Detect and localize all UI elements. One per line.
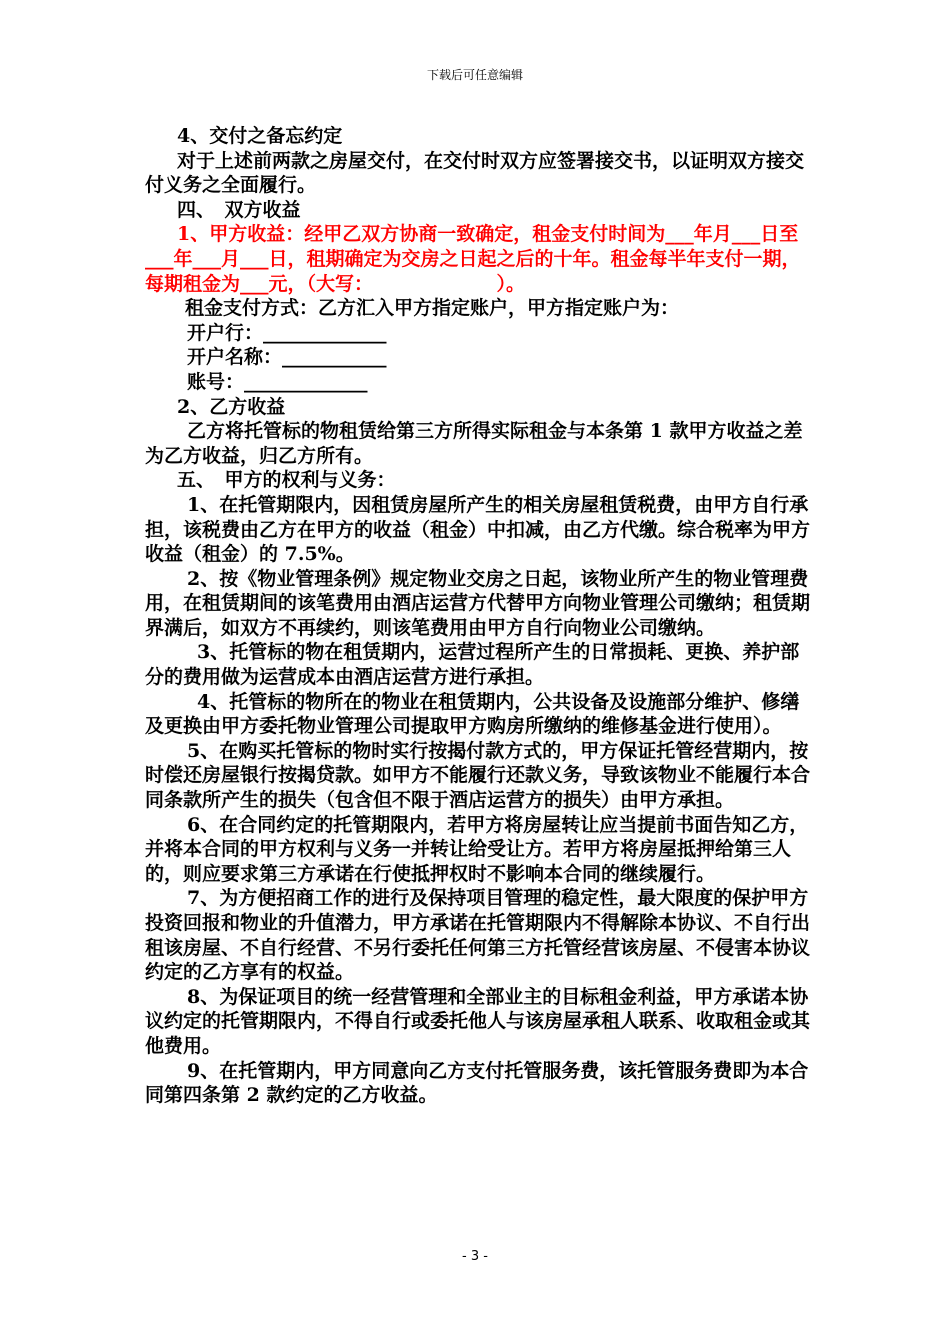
paragraph: 开户行：_____________ — [187, 321, 387, 344]
paragraph: 四、 双方收益 — [177, 198, 301, 221]
paragraph: 6、在合同约定的托管期限内，若甲方将房屋转让应当提前书面告知乙方，并将本合同的甲方权利与义务一并转让给受让方。若甲方将房屋抵押给第三人的，则应要求第三方承诺在行使抵押权时不影响本合同的继续履行。 — [145, 813, 809, 885]
paragraph: 5、在购买托管标的物时实行按揭付款方式的，甲方保证托管经营期内，按时偿还房屋银行按揭贷款。如甲方不能履行还款义务，导致该物业不能履行本合同条款所产生的损失（包含但不限于酒店运营方的损失）由甲方承担。 — [145, 739, 811, 812]
paragraph: 五、 甲方的权利与义务： — [177, 469, 396, 492]
paragraph: 2、乙方收益 — [177, 395, 286, 418]
paragraph: 2、按《物业管理条例》规定物业交房之日起，该物业所产生的物业管理费用，在租赁期间的该笔费用由酒店运营方代替甲方向物业管理公司缴纳；租赁期界满后，如双方不再续约，则该笔费用由甲方自行向物业公司缴纳。 — [145, 567, 811, 639]
page-header: 下载后可任意编辑 — [426, 68, 523, 82]
paragraph: 3、托管标的物在租赁期内，运营过程所产生的日常损耗、更换、养护部分的费用做为运营成本由酒店运营方进行承担。 — [145, 641, 800, 689]
paragraph: 开户名称：___________ — [187, 346, 387, 369]
paragraph: 4、交付之备忘约定 — [177, 125, 343, 147]
paragraph: 7、为方便招商工作的进行及保持项目管理的稳定性，最大限度的保护甲方投资回报和物业的升值潜力，甲方承诺在托管期限内不得解除本协议、不自行出租该房屋、不自行经营、不另行委托任何第三方托管经营该房屋、不侵害本协议约定的乙方享有的权益。 — [145, 887, 811, 984]
page-number: - 3 - — [462, 1249, 488, 1264]
paragraph: 乙方将托管标的物租赁给第三方所得实际租金与本条第 1 款甲方收益之差为乙方收益，归乙方所有。 — [145, 420, 803, 467]
paragraph: 1、在托管期限内，因租赁房屋所产生的相关房屋租赁税费，由甲方自行承担，该税费由乙方在甲方的收益（租金）中扣减，由乙方代缴。综合税率为甲方收益（租金）的 7.5%。 — [145, 493, 811, 566]
paragraph: 1、甲方收益：经甲乙双方协商一致确定，租金支付时间为___年月___日至___年___月___日，租期确定为交房之日起之后的十年。租金每半年支付一期，每期租金为___元，（大写： ）。 — [145, 223, 801, 295]
paragraph: 4、托管标的物所在的物业在租赁期内，公共设备及设施部分维护、修缮及更换由甲方委托物业管理公司提取甲方购房所缴纳的维修基金进行使用）。 — [145, 690, 800, 738]
paragraph: 9、在托管期内，甲方同意向乙方支付托管服务费，该托管服务费即为本合同第四条第 2 款约定的乙方收益。 — [145, 1059, 809, 1107]
paragraph: 对于上述前两款之房屋交付，在交付时双方应签署接交书，以证明双方接交付义务之全面履行。 — [145, 149, 805, 197]
paragraph: 账号：_____________ — [187, 370, 368, 393]
document-body — [145, 124, 810, 1108]
paragraph: 租金支付方式：乙方汇入甲方指定账户，甲方指定账户为： — [185, 297, 680, 320]
paragraph: 8、为保证项目的统一经营管理和全部业主的目标租金利益，甲方承诺本协议约定的托管期限内，不得自行或委托他人与该房屋承租人联系、收取租金或其他费用。 — [145, 985, 811, 1057]
